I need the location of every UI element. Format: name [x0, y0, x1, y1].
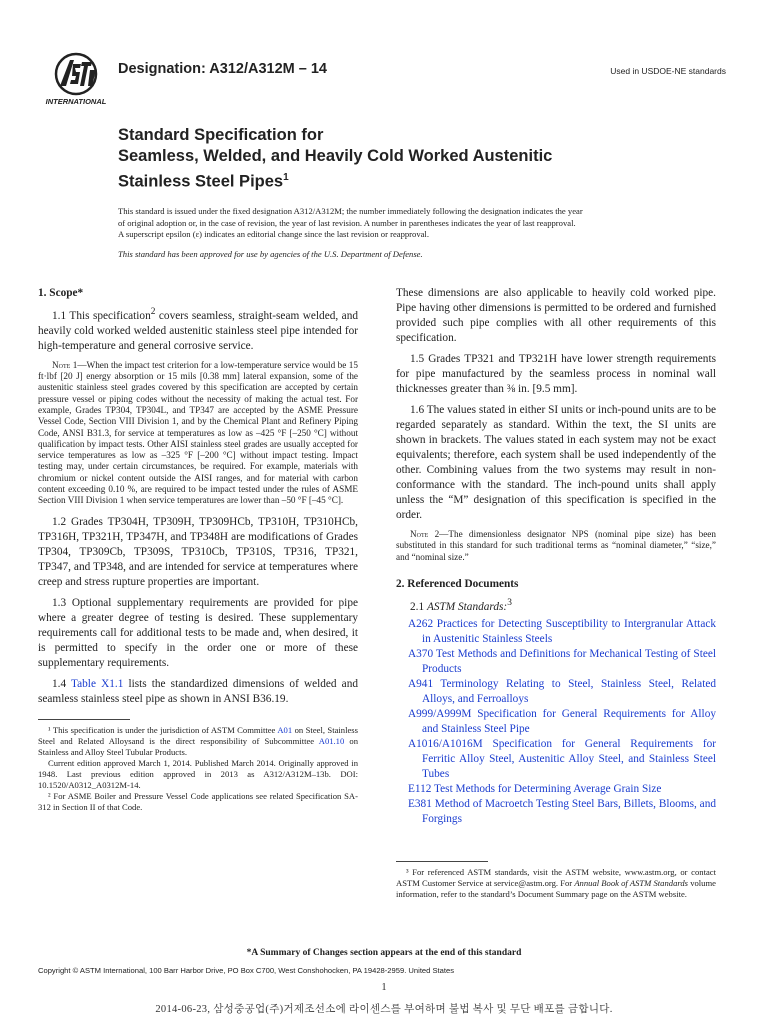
reference-title-link[interactable]: Specification for General Requirements for Alloy and Stainless Steel Pipe [422, 707, 716, 735]
left-column [38, 286, 358, 813]
right-column [396, 286, 716, 900]
title-line-2: Seamless, Welded, and Heavily Cold Worked Austenitic [118, 147, 553, 165]
page-number: 1 [381, 982, 387, 993]
reference-code-link[interactable]: E112 [408, 782, 432, 795]
footnote-divider-right [396, 861, 488, 862]
reference-code-link[interactable]: A941 [408, 677, 434, 690]
reference-code-link[interactable]: A262 [408, 617, 434, 630]
reference-item [396, 707, 716, 737]
referenced-standards-list [396, 617, 716, 827]
footnote-1-edition: Current edition approved March 1, 2014. Published March 2014. Originally approved in 1948. Last previous edition approved in 2013 as A312/A312M–13b. DOI: 10.1520/A0312_A0312M-14. [38, 757, 358, 791]
footnote-divider-left [38, 719, 130, 720]
astm-logo [40, 50, 112, 108]
paragraph-1-4-continued: These dimensions are also applicable to heavily cold worked pipe. Pipe having other dimensions is permitted to be ordered and furnished provided such pipe complies with all other requirements of this specification. [396, 287, 716, 344]
reference-code-link[interactable]: A999/A999M [408, 707, 472, 720]
reference-item [396, 797, 716, 827]
committee-a01-link[interactable]: A01 [277, 724, 293, 735]
license-stamp: 2014-06-23, 삼성중공업(주)거제조선소에 라이센스를 부여하며 불법 복사 및 무단 배포를 금합니다. [155, 1004, 613, 1015]
page-title [118, 125, 552, 193]
paragraph-1-3: 1.3 Optional supplementary requirements are provided for pipe where a greater degree of testing is desired. These supplementary requirements call for additional tests to be made and, when desired, it is permitted to specify in the order one or more of these supplementary requirements. [38, 596, 358, 669]
reference-title-link[interactable]: Terminology Relating to Steel, Stainless Steel, Related Alloys, and Ferroalloys [422, 677, 716, 705]
title-line-1: Standard Specification for [118, 126, 324, 144]
note-2: Note 2—The dimensionless designator NPS (nominal pipe size) has been substituted in this standard for such traditional terms as “nominal diameter,” “size,” and “nominal size.” [396, 529, 716, 562]
reference-title-link[interactable]: Method of Macroetch Testing Steel Bars, Billets, Blooms, and Forgings [422, 797, 716, 825]
note-1: Note 1—When the impact test criterion for a low-temperature service would be 15 ft·lbf [20 J] energy absorption or 15 mils [0.38 mm] lateral expansion, some of the austenitic stainless steel grades covered by this specification are accepted by certain pressure vessel or piping codes without the necessity of making the actual test. For example, Grades TP304, TP304L, and TP347 are accepted by the ASME Pressure Vessel Code, Section VIII Division 1, and by the Chemical Plant and Refinery Piping Code, ANSI B31.3, for service at temperatures as low as –425 °F [–250 °C] without qualification by impact tests. Other AISI stainless steel grades are usually accepted for service temperatures as low as –325 °F [–200 °C] without impact testing. Impact testing may, under certain circumstances, be required. For example, materials with chromium or nickel content outside the AISI ranges, and for material with carbon content exceeding 0.10 %, are required to be impact tested under the rules of ASME Section VIII Division 1 when service temperatures are lower than –50 °F [–45 °C]. [38, 359, 358, 506]
footnote-2: ² For ASME Boiler and Pressure Vessel Code applications see related Specification SA-312 in Section II of that Code. [38, 791, 358, 813]
footnote-3: ³ For referenced ASTM standards, visit the ASTM website, www.astm.org, or contact ASTM Customer Service at service@astm.org. For Annual Book of ASTM Standards volume information, refer to the standard’s Document Summary page on the ASTM website. [396, 866, 716, 899]
reference-title-link[interactable]: Specification for General Requirements for Ferritic Alloy Steel, Austenitic Alloy Steel, and Stainless Steel Tubes [422, 737, 716, 780]
reference-code-link[interactable]: A1016/A1016M [408, 737, 483, 750]
reference-title-link[interactable]: Test Methods for Determining Average Grain Size [431, 782, 662, 795]
dod-approval: This standard has been approved for use by agencies of the U.S. Department of Defense. [118, 249, 423, 259]
used-in-note: Used in USDOE-NE standards [610, 66, 726, 76]
reference-item [396, 617, 716, 647]
title-line-3: Stainless Steel Pipes$^1$ [118, 172, 289, 191]
paragraph-1-6: 1.6 The values stated in either SI units or inch-pound units are to be regarded separately as standard. Within the text, the SI units are shown in brackets. The values stated in each system may not be exact equivalents; therefore, each system shall be used independently of the other. Combining values from the two systems may result in non-conformance with the standard. The inch-pound units shall apply unless the “M” designation of this specification is specified in the order. [396, 404, 716, 521]
copyright-line: Copyright © ASTM International, 100 Barr Harbor Drive, PO Box C700, West Conshohocken, PA 19428-2959. United States [38, 966, 455, 975]
subcommittee-a01-10-link[interactable]: A01.10 [318, 735, 345, 746]
paragraph-1-4: 1.4 Table X1.1 lists the standardized dimensions of welded and seamless stainless steel pipe as shown in ANSI B36.19. [38, 677, 358, 705]
reference-item [396, 737, 716, 782]
reference-item [396, 677, 716, 707]
paragraph-1-5: 1.5 Grades TP321 and TP321H have lower strength requirements for pipe manufactured by the seamless process in nominal wall thicknesses greater than ⅜ in. [9.5 mm]. [396, 353, 716, 395]
reference-code-link[interactable]: A370 [408, 647, 434, 660]
reference-code-link[interactable]: E381 [408, 797, 432, 810]
reference-title-link[interactable]: Test Methods and Definitions for Mechanical Testing of Steel Products [422, 647, 716, 675]
footnotes-left [38, 725, 358, 814]
astm-standards-subheading: 2.1 ASTM Standards:$^3$ [410, 597, 512, 613]
svg-text:INTERNATIONAL: INTERNATIONAL [45, 97, 107, 106]
table-x1-1-link[interactable]: Table X1.1 [71, 677, 124, 690]
paragraph-1-1: 1.1 This specification$^2$ covers seamless, straight-seam welded, and heavily cold worked welded austenitic stainless steel pipe intended for high-temperature and general corrosive service. [38, 307, 358, 352]
reference-item [396, 647, 716, 677]
references-heading: 2. Referenced Documents [396, 577, 519, 590]
summary-of-changes-note: *A Summary of Changes section appears at the end of this standard [246, 948, 522, 958]
issuance-notice: This standard is issued under the fixed designation A312/A312M; the number immediately following the designation indicates the year of original adoption or, in the case of revision, the year of last revision. A number in parentheses indicates the year of last reapproval. A superscript epsilon (ε) indicates an editorial change since the last revision or reapproval. [118, 206, 583, 240]
paragraph-1-2: 1.2 Grades TP304H, TP309H, TP309HCb, TP310H, TP310HCb, TP316H, TP321H, TP347H, and TP348H are modifications of Grades TP304, TP309Cb, TP309S, TP310Cb, TP310S, TP316, TP321, TP347, and TP348, and are intended for service at temperatures where creep and stress rupture properties are important. [38, 515, 358, 588]
reference-title-link[interactable]: Practices for Detecting Susceptibility to Intergranular Attack in Austenitic Stainless Steels [422, 617, 716, 645]
designation: Designation: A312/A312M – 14 [118, 61, 327, 77]
scope-heading: 1. Scope* [38, 287, 84, 299]
reference-item [396, 782, 716, 797]
title-footnote-mark: 1 [283, 172, 289, 183]
footnote-1: ¹ This specification is under the jurisdiction of ASTM Committee A01 on Steel, Stainless Steel and Related Alloysand is the direct responsibility of Subcommittee A01.10 on Stainless and Alloy Steel Tubular Products. [38, 724, 358, 757]
